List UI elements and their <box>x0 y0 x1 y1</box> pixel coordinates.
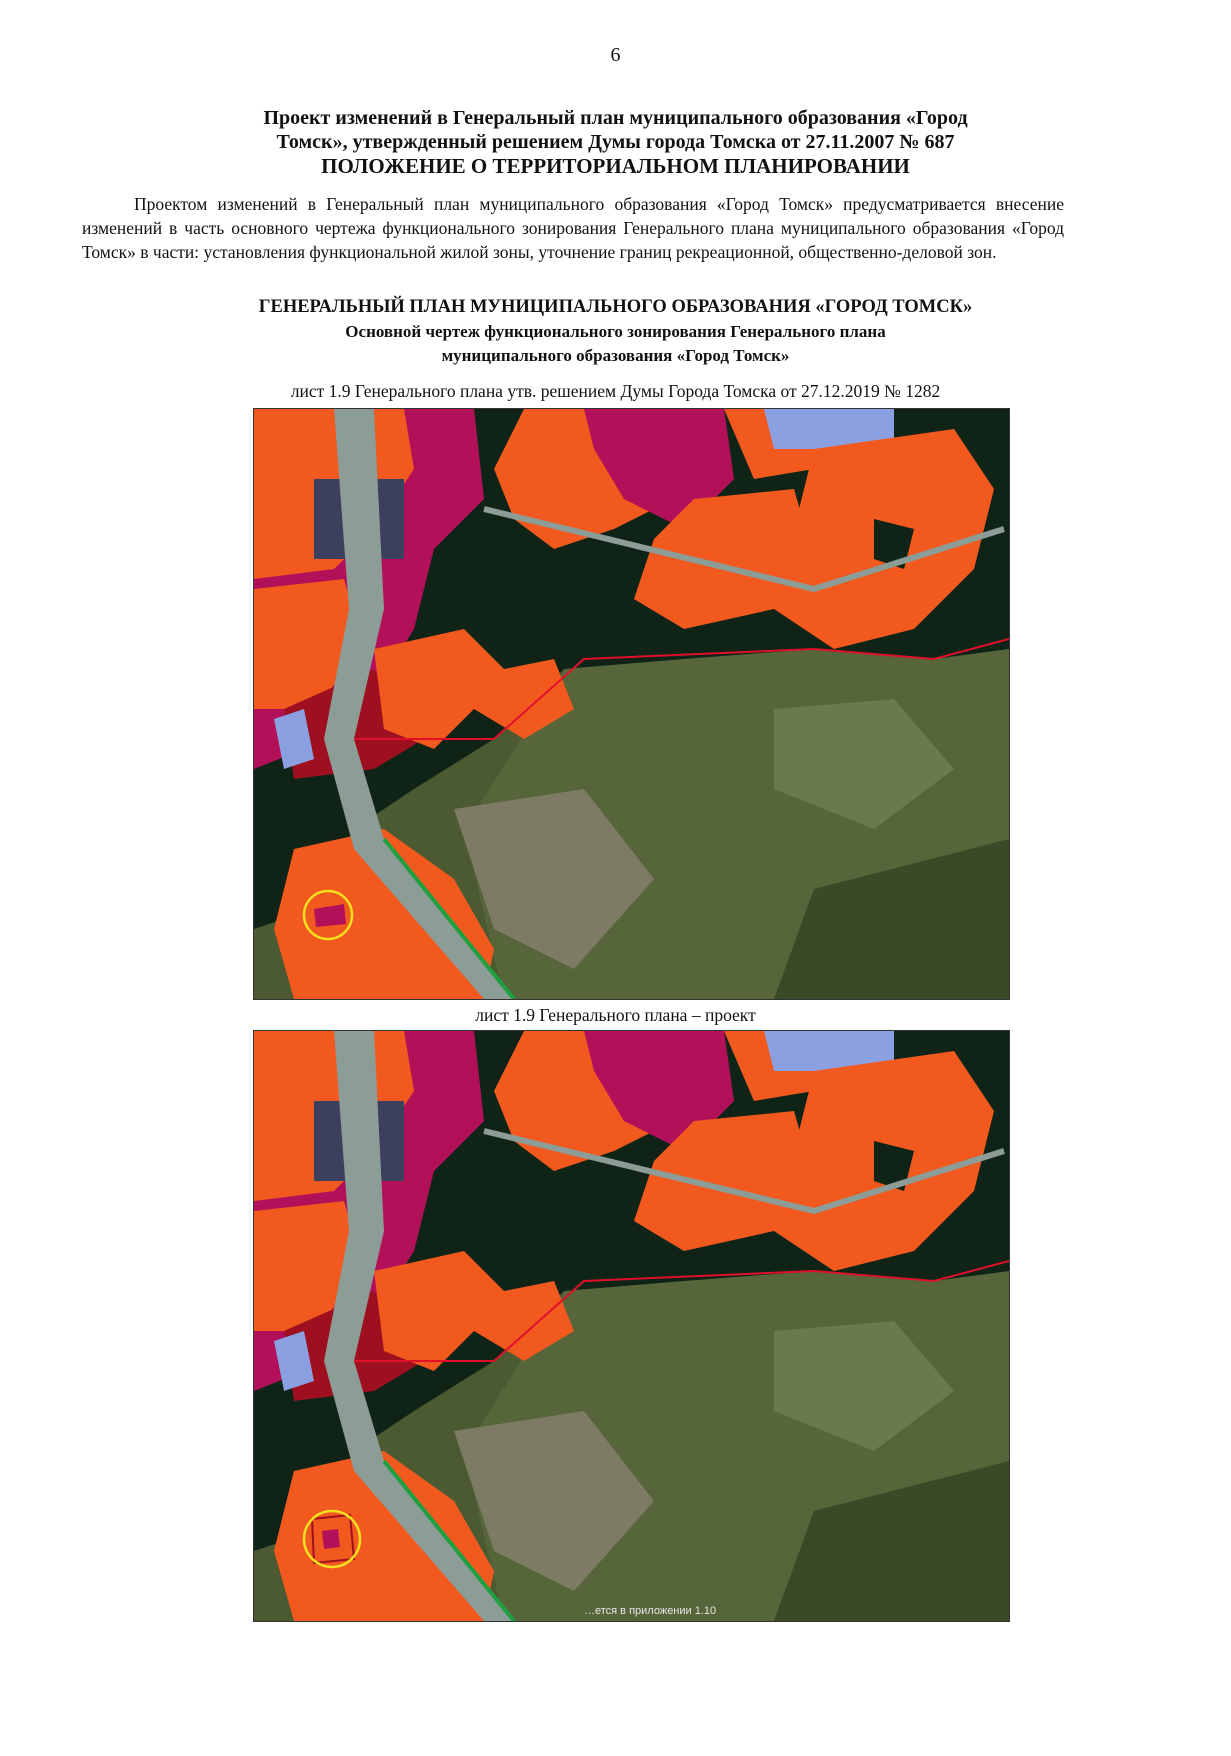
body-paragraph: Проектом изменений в Генеральный план муниципального образования «Город Томск» предусматривается внесение изменений в часть основного чертежа функционального зонирования Генерального плана муниципального образования «Город Томск» в части: установления функциональной жилой зоны, уточнение границ рекреационной, общественно-деловой зон. <box>82 194 1064 262</box>
title-line-2: Томск», утвержденный решением Думы города Томска от 27.11.2007 № 687 <box>276 131 955 153</box>
map-note: …ется в приложении 1.10 <box>584 1605 717 1617</box>
map-project-graphic <box>254 1031 1009 1621</box>
document-title <box>60 106 1171 178</box>
business-zone <box>322 1529 340 1549</box>
map-project <box>253 1030 1010 1622</box>
map-current-graphic <box>254 409 1009 999</box>
title-line-1: Проект изменений в Генеральный план муниципального образования «Город <box>263 107 968 129</box>
drawing-subheading <box>60 320 1171 368</box>
caption-current-plan: лист 1.9 Генерального плана утв. решением Думы Города Томска от 27.12.2019 № 1282 <box>290 381 941 401</box>
general-plan-heading: ГЕНЕРАЛЬНЫЙ ПЛАН МУНИЦИПАЛЬНОГО ОБРАЗОВАНИЯ «ГОРОД ТОМСК» <box>258 297 973 317</box>
drawing-subheading-line-1: Основной чертеж функционального зонирования Генерального плана <box>345 322 886 341</box>
title-line-3: ПОЛОЖЕНИЕ О ТЕРРИТОРИАЛЬНОМ ПЛАНИРОВАНИИ <box>321 154 910 178</box>
page-number: 6 <box>610 44 621 66</box>
caption-project-plan: лист 1.9 Генерального плана – проект <box>475 1005 756 1025</box>
map-current <box>253 408 1010 1000</box>
drawing-subheading-line-2: муниципального образования «Город Томск» <box>441 346 790 365</box>
